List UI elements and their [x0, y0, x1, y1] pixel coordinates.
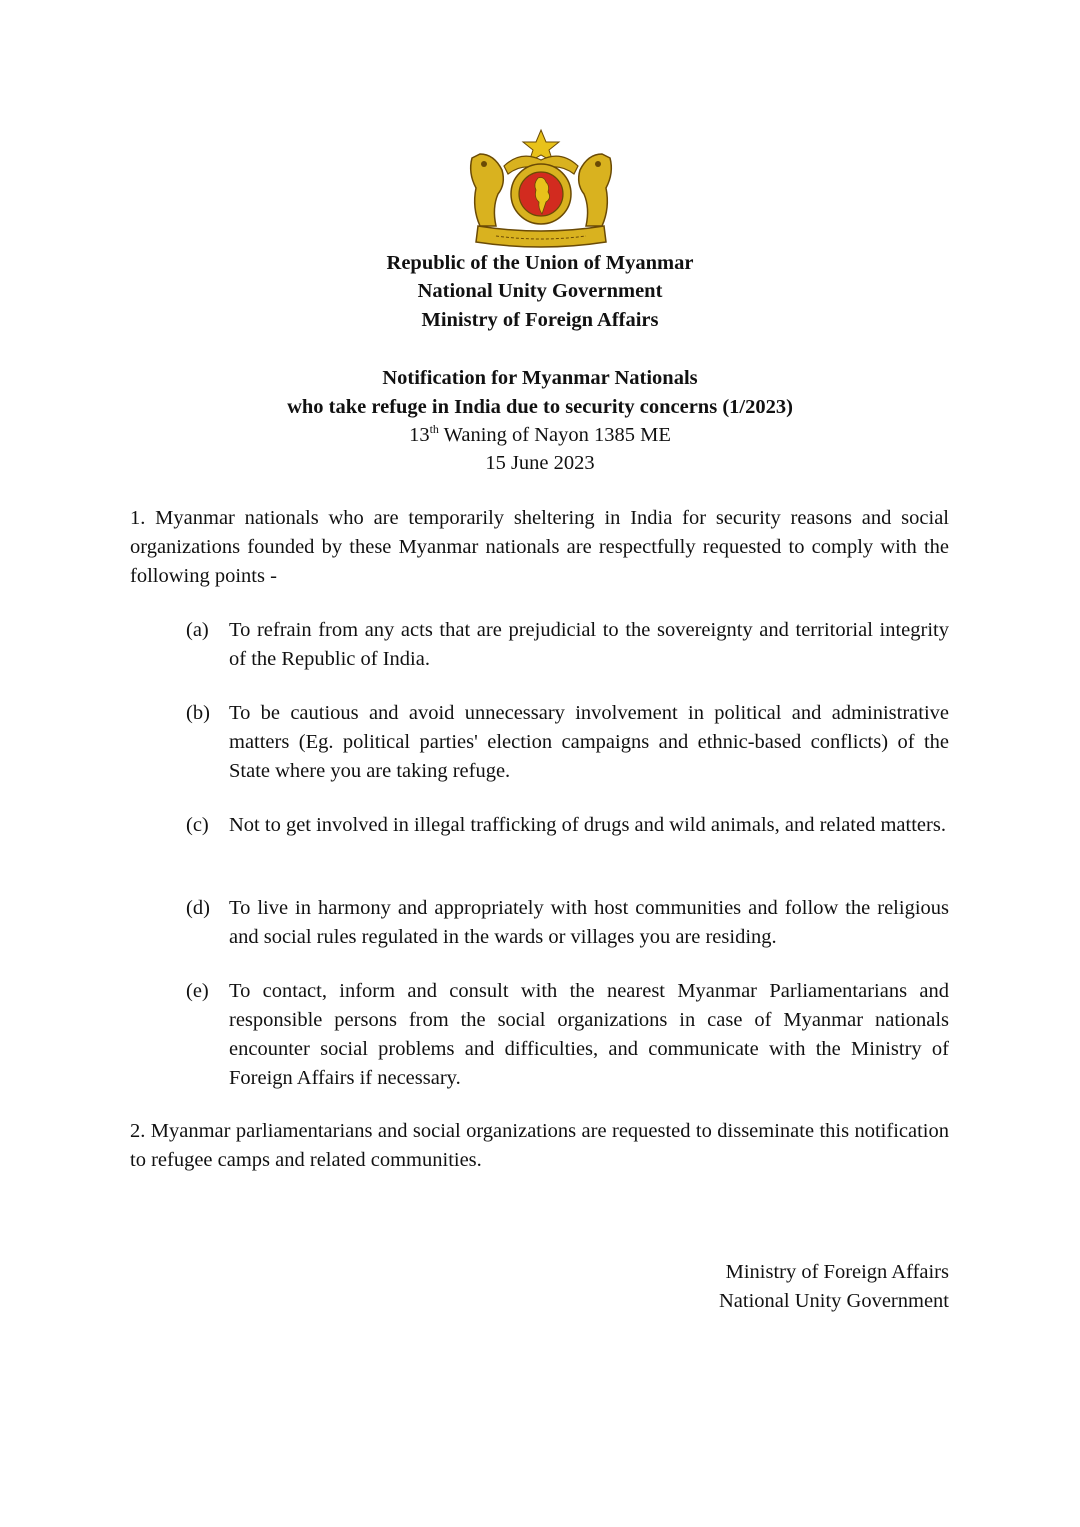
list-item-marker: (b): [186, 702, 210, 724]
list-item-text: To refrain from any acts that are prejudicial to the sovereignty and territorial integrity of the Republic of India.: [229, 619, 949, 670]
paragraph-1: 1. Myanmar nationals who are temporarily sheltering in India for security reasons and social organizations founded by these Myanmar nationals are respectfully requested to comply with the following points -: [130, 507, 949, 587]
list-item: [186, 977, 949, 1093]
list-item-marker: (c): [186, 814, 209, 836]
list-item: [186, 616, 949, 674]
list-item-marker: (d): [186, 897, 210, 919]
list-item: [186, 894, 949, 952]
list-item-text: To contact, inform and consult with the nearest Myanmar Parliamentarians and responsible persons from the social organizations in case of Myanmar nationals encounter social problems and difficulties, and communicate with the Ministry of Foreign Affairs if necessary.: [229, 980, 949, 1089]
list-item-text: To live in harmony and appropriately with host communities and follow the religious and social rules regulated in the wards or villages you are residing.: [229, 897, 949, 948]
emblem-banner: [476, 226, 606, 247]
emblem-right-lion: [579, 154, 612, 226]
list-item-text: To be cautious and avoid unnecessary involvement in political and administrative matters (Eg. political parties' election campaigns and ethnic-based conflicts) of the State where you are taking refuge.: [229, 702, 949, 782]
list-item-marker: (a): [186, 619, 209, 641]
list-item-text: Not to get involved in illegal trafficking of drugs and wild animals, and related matters.: [229, 814, 946, 836]
list-item: [186, 699, 949, 786]
state-emblem: [466, 128, 616, 250]
emblem-left-lion: [471, 154, 504, 226]
notice-date-myanmar: 13th Waning of Nayon 1385 ME: [409, 422, 671, 446]
notice-title-line2: who take refuge in India due to security concerns (1/2023): [287, 396, 793, 418]
list-item: [186, 811, 949, 840]
list-item-marker: (e): [186, 980, 209, 1002]
signature-government: National Unity Government: [718, 1290, 949, 1312]
header-ministry: Ministry of Foreign Affairs: [421, 309, 659, 331]
header-country: Republic of the Union of Myanmar: [386, 252, 694, 274]
notice-date-gregorian: 15 June 2023: [485, 452, 595, 474]
paragraph-2: 2. Myanmar parliamentarians and social organizations are requested to disseminate this notification to refugee camps and related communities.: [130, 1120, 949, 1171]
header-government: National Unity Government: [417, 280, 663, 302]
notice-title-line1: Notification for Myanmar Nationals: [382, 367, 698, 389]
signature-ministry: Ministry of Foreign Affairs: [725, 1261, 949, 1283]
